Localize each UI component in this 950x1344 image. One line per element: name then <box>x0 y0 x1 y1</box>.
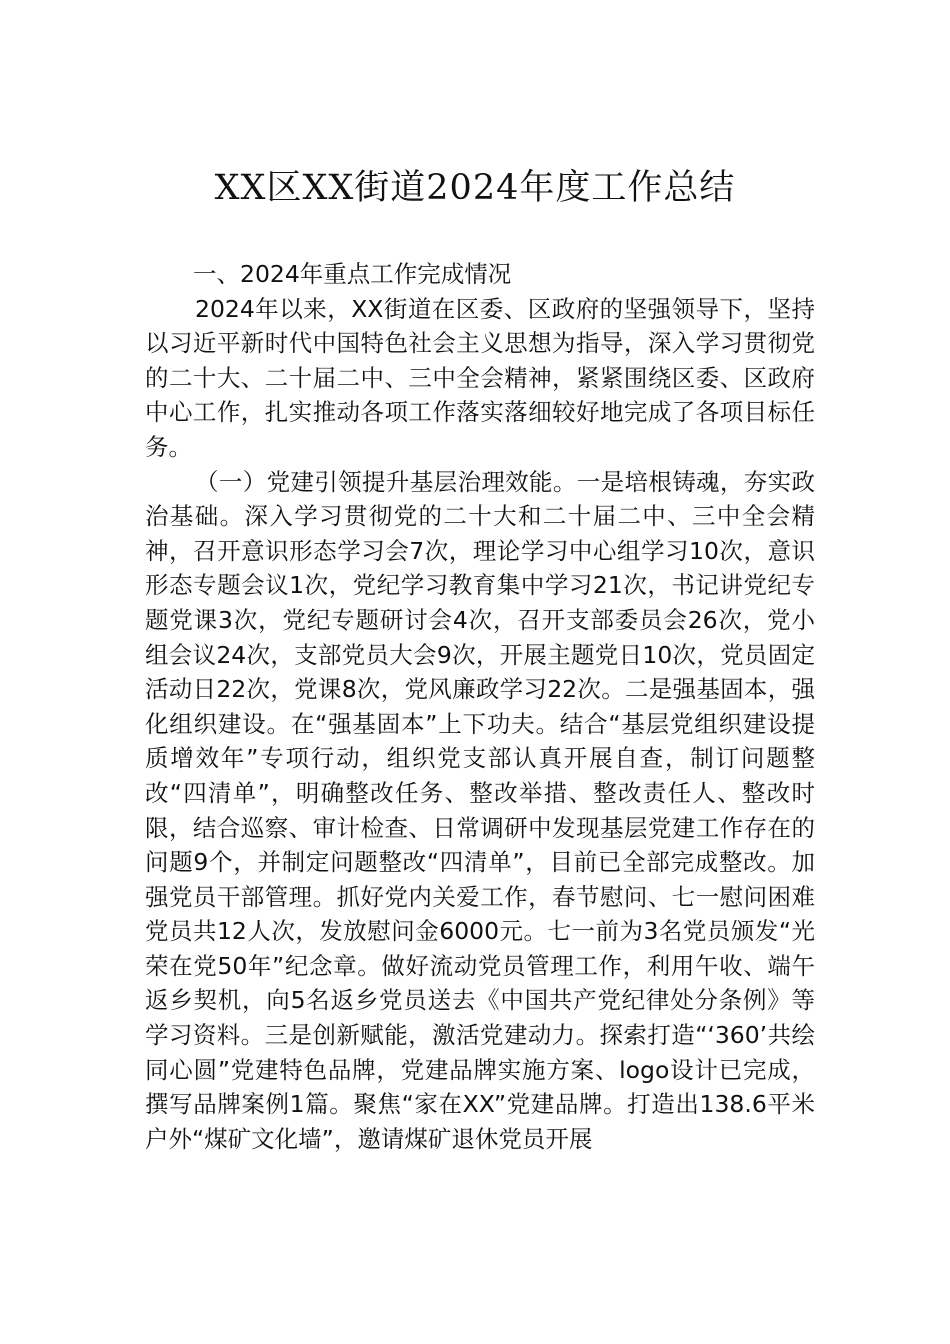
document-title: XX区XX街道2024年度工作总结 <box>214 168 736 208</box>
section-heading: 一、2024年重点工作完成情况 <box>193 260 512 288</box>
paragraph-intro: 2024年以来，XX街道在区委、区政府的坚强领导下，坚持以习近平新时代中国特色社会主义思想为指导，深入学习贯彻党的二十大、二十届二中、三中全会精神，紧紧围绕区委、区政府中心工作，扎实推动各项工作落实落细较好地完成了各项目标任务。 <box>145 294 815 461</box>
document-body <box>145 257 815 1156</box>
paragraph-party-building: （一）党建引领提升基层治理效能。一是培根铸魂，夯实政治基础。深入学习贯彻党的二十大和二十届二中、三中全会精神，召开意识形态学习会7次，理论学习中心组学习10次，意识形态专题会议1次，党纪学习教育集中学习21次，书记讲党纪专题党课3次，党纪专题研讨会4次，召开支部委员会26次，党小组会议24次，支部党员大会9次，开展主题党日10次，党员固定活动日22次，党课8次，党风廉政学习22次。二是强基固本，强化组织建设。在“强基固本”上下功夫。结合“基层党组织建设提质增效年”专项行动，组织党支部认真开展自查，制订问题整改“四清单”，明确整改任务、整改举措、整改责任人、整改时限，结合巡察、审计检查、日常调研中发现基层党建工作存在的问题9个，并制定问题整改“四清单”，目前已全部完成整改。加强党员干部管理。抓好党内关爱工作，春节慰问、七一慰问困难党员共12人次，发放慰问金6000元。七一前为3名党员颁发“光荣在党50年”纪念章。做好流动党员管理工作，利用午收、端午返乡契机，向5名返乡党员送去《中国共产党纪律处分条例》等学习资料。三是创新赋能，激活党建动力。探索打造“‘360’共绘同心圆”党建特色品牌，党建品牌实施方案、logo设计已完成，撰写品牌案例1篇。聚焦“家在XX”党建品牌。打造出138.6平米户外“煤矿文化墙”，邀请煤矿退休党员开展 <box>145 467 815 1153</box>
